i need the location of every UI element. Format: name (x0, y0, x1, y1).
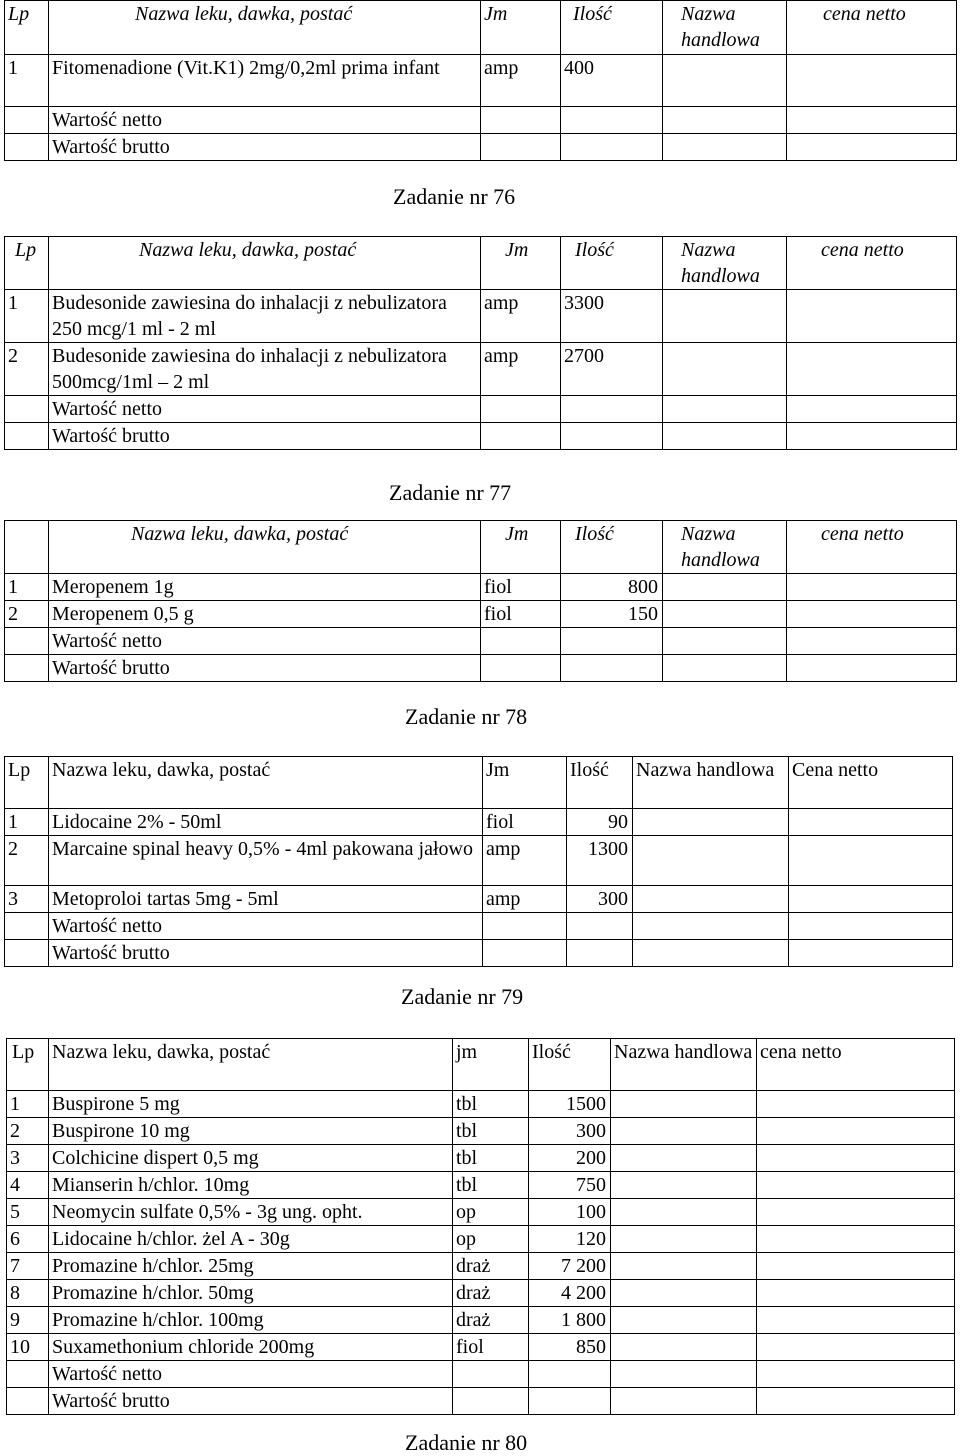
row-jm: op (453, 1199, 529, 1226)
header-lp: Lp (5, 757, 49, 809)
header-jm: Jm (483, 757, 567, 809)
summary-gross-row (5, 940, 953, 967)
header-price: cena netto (787, 1, 957, 55)
table-header-row (5, 757, 953, 809)
header-jm: Jm (481, 1, 561, 55)
table-zadanie-77 (4, 520, 957, 682)
header-jm: Jm (481, 521, 561, 574)
row-name: Budesonide zawiesina do inhalacji z nebulizatora 500mcg/1ml – 2 ml (49, 343, 481, 396)
row-name: Lidocaine h/chlor. żel A - 30g (49, 1226, 453, 1253)
header-qty: Ilość (561, 521, 663, 574)
row-price (787, 574, 957, 601)
table-row (5, 55, 957, 107)
row-lp: 3 (7, 1145, 49, 1172)
row-qty: 300 (529, 1118, 611, 1145)
table-row (7, 1172, 955, 1199)
summary-gross: Wartość brutto (49, 940, 483, 967)
table-row (7, 1253, 955, 1280)
row-name: Mianserin h/chlor. 10mg (49, 1172, 453, 1199)
row-trade (663, 343, 787, 396)
row-qty: 3300 (561, 290, 663, 343)
row-name: Promazine h/chlor. 25mg (49, 1253, 453, 1280)
header-qty: Ilość (561, 1, 663, 55)
table-row (5, 601, 957, 628)
row-name: Meropenem 1g (49, 574, 481, 601)
summary-gross: Wartość brutto (49, 423, 481, 450)
summary-net-row (5, 628, 957, 655)
row-jm: draż (453, 1253, 529, 1280)
table-row (7, 1145, 955, 1172)
summary-net: Wartość netto (49, 396, 481, 423)
summary-net: Wartość netto (49, 913, 483, 940)
row-jm: fiol (481, 601, 561, 628)
header-price: cena netto (787, 521, 957, 574)
row-jm: tbl (453, 1172, 529, 1199)
header-qty: Ilość (567, 757, 633, 809)
row-name: Neomycin sulfate 0,5% - 3g ung. opht. (49, 1199, 453, 1226)
row-qty: 850 (529, 1334, 611, 1361)
row-lp: 8 (7, 1280, 49, 1307)
row-name: Buspirone 10 mg (49, 1118, 453, 1145)
row-qty: 1 800 (529, 1307, 611, 1334)
row-qty: 800 (561, 574, 663, 601)
table-zadanie-79 (6, 1038, 955, 1415)
summary-net: Wartość netto (49, 1361, 453, 1388)
row-trade (663, 601, 787, 628)
row-qty: 1300 (567, 836, 633, 886)
header-price: cena netto (787, 237, 957, 290)
header-lp: Lp (5, 1, 49, 55)
summary-gross-row (5, 655, 957, 682)
row-lp: 2 (7, 1118, 49, 1145)
table-header-row (5, 1, 957, 55)
row-jm: draż (453, 1280, 529, 1307)
row-trade (663, 55, 787, 107)
summary-net: Wartość netto (49, 107, 481, 134)
summary-gross: Wartość brutto (49, 134, 481, 161)
row-jm: amp (481, 290, 561, 343)
header-trade: Nazwa handlowa (611, 1039, 757, 1091)
section-title-77: Zadanie nr 77 (389, 480, 512, 505)
header-name: Nazwa leku, dawka, postać (49, 1, 481, 55)
row-lp: 1 (7, 1091, 49, 1118)
row-qty: 300 (567, 886, 633, 913)
row-lp: 1 (5, 809, 49, 836)
row-lp: 7 (7, 1253, 49, 1280)
row-trade (633, 836, 789, 886)
table-row (7, 1307, 955, 1334)
header-jm: Jm (481, 237, 561, 290)
row-name: Marcaine spinal heavy 0,5% - 4ml pakowana jałowo (49, 836, 483, 886)
row-name: Suxamethonium chloride 200mg (49, 1334, 453, 1361)
row-qty: 120 (529, 1226, 611, 1253)
row-name: Buspirone 5 mg (49, 1091, 453, 1118)
row-jm: amp (483, 886, 567, 913)
table-row (5, 836, 953, 886)
summary-net-row (5, 107, 957, 134)
header-name: Nazwa leku, dawka, postać (49, 237, 481, 290)
row-jm: tbl (453, 1118, 529, 1145)
row-lp: 2 (5, 836, 49, 886)
summary-net-row (7, 1361, 955, 1388)
row-name: Promazine h/chlor. 100mg (49, 1307, 453, 1334)
row-qty: 4 200 (529, 1280, 611, 1307)
row-qty: 200 (529, 1145, 611, 1172)
header-trade: Nazwa handlowa (633, 757, 789, 809)
row-qty: 150 (561, 601, 663, 628)
row-qty: 1500 (529, 1091, 611, 1118)
table-row (5, 343, 957, 396)
row-lp: 6 (7, 1226, 49, 1253)
row-name: Budesonide zawiesina do inhalacji z nebulizatora 250 mcg/1 ml - 2 ml (49, 290, 481, 343)
header-qty: Ilość (529, 1039, 611, 1091)
summary-net-row (5, 396, 957, 423)
row-lp: 2 (5, 343, 49, 396)
table-row (7, 1334, 955, 1361)
table-row (5, 290, 957, 343)
table-header-row (7, 1039, 955, 1091)
row-trade (633, 886, 789, 913)
row-qty: 750 (529, 1172, 611, 1199)
row-lp: 3 (5, 886, 49, 913)
row-lp: 1 (5, 574, 49, 601)
row-trade (633, 809, 789, 836)
header-lp: Lp (5, 237, 49, 290)
summary-gross-row (5, 134, 957, 161)
row-price (787, 290, 957, 343)
table-row (7, 1199, 955, 1226)
row-name: Colchicine dispert 0,5 mg (49, 1145, 453, 1172)
row-name: Fitomenadione (Vit.K1) 2mg/0,2ml prima infant (49, 55, 481, 107)
header-name: Nazwa leku, dawka, postać (49, 757, 483, 809)
header-lp: Lp (7, 1039, 49, 1091)
summary-gross: Wartość brutto (49, 655, 481, 682)
row-lp: 5 (7, 1199, 49, 1226)
table-zadanie-75 (4, 0, 957, 161)
table-row (5, 886, 953, 913)
section-title-76: Zadanie nr 76 (393, 184, 516, 209)
row-qty: 100 (529, 1199, 611, 1226)
table-zadanie-78 (4, 756, 953, 967)
header-name: Nazwa leku, dawka, postać (49, 1039, 453, 1091)
row-price (789, 809, 953, 836)
row-jm: amp (481, 55, 561, 107)
header-jm: jm (453, 1039, 529, 1091)
header-qty: Ilość (561, 237, 663, 290)
row-trade (663, 574, 787, 601)
table-row (5, 574, 957, 601)
row-lp: 4 (7, 1172, 49, 1199)
row-jm: fiol (481, 574, 561, 601)
table-header-row (5, 237, 957, 290)
row-qty: 90 (567, 809, 633, 836)
row-jm: amp (481, 343, 561, 396)
row-jm: op (453, 1226, 529, 1253)
summary-net: Wartość netto (49, 628, 481, 655)
row-price (789, 836, 953, 886)
section-title-79: Zadanie nr 79 (401, 984, 524, 1009)
row-price (789, 886, 953, 913)
table-row (7, 1226, 955, 1253)
row-trade (663, 290, 787, 343)
table-row (7, 1280, 955, 1307)
row-lp: 10 (7, 1334, 49, 1361)
row-name: Meropenem 0,5 g (49, 601, 481, 628)
row-qty: 7 200 (529, 1253, 611, 1280)
row-name: Lidocaine 2% - 50ml (49, 809, 483, 836)
row-lp: 1 (5, 290, 49, 343)
row-jm: fiol (453, 1334, 529, 1361)
row-lp: 9 (7, 1307, 49, 1334)
header-trade: Nazwa handlowa (663, 521, 787, 574)
row-qty: 400 (561, 55, 663, 107)
row-jm: amp (483, 836, 567, 886)
row-jm: tbl (453, 1091, 529, 1118)
summary-gross: Wartość brutto (49, 1388, 453, 1415)
row-qty: 2700 (561, 343, 663, 396)
table-row (7, 1118, 955, 1145)
row-price (787, 601, 957, 628)
row-name: Metoproloi tartas 5mg - 5ml (49, 886, 483, 913)
row-jm: tbl (453, 1145, 529, 1172)
row-jm: fiol (483, 809, 567, 836)
row-lp: 2 (5, 601, 49, 628)
header-trade: Nazwa handlowa (663, 237, 787, 290)
header-price: cena netto (757, 1039, 955, 1091)
table-header-row (5, 521, 957, 574)
table-row (5, 809, 953, 836)
row-lp: 1 (5, 55, 49, 107)
summary-net-row (5, 913, 953, 940)
row-price (787, 55, 957, 107)
header-trade: Nazwa handlowa (663, 1, 787, 55)
row-jm: draż (453, 1307, 529, 1334)
row-price (787, 343, 957, 396)
header-price: Cena netto (789, 757, 953, 809)
table-row (7, 1091, 955, 1118)
section-title-78: Zadanie nr 78 (405, 704, 528, 729)
summary-gross-row (7, 1388, 955, 1415)
table-zadanie-76 (4, 236, 957, 450)
row-name: Promazine h/chlor. 50mg (49, 1280, 453, 1307)
header-name: Nazwa leku, dawka, postać (49, 521, 481, 574)
section-title-80: Zadanie nr 80 (405, 1430, 528, 1455)
summary-gross-row (5, 423, 957, 450)
header-lp (5, 521, 49, 574)
